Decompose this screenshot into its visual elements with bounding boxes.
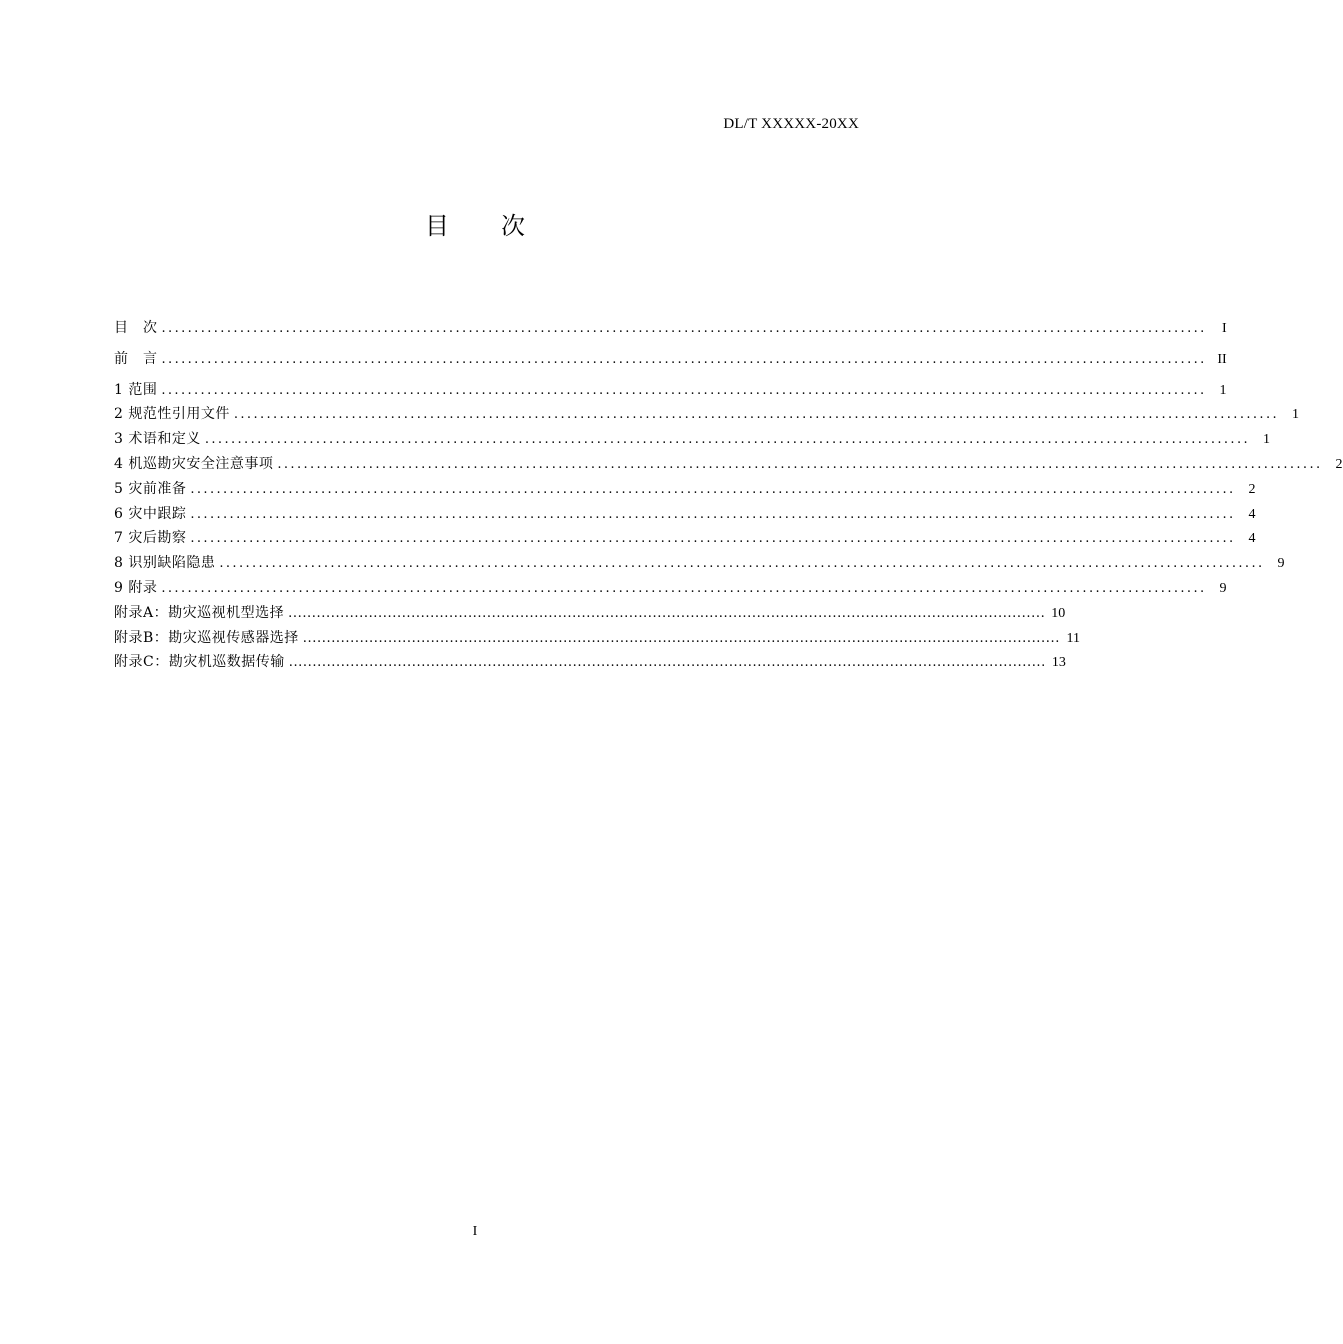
- toc-entry-label: 目 次: [114, 320, 158, 336]
- toc-entry-label: 7 灾后勘察: [114, 530, 187, 547]
- toc-entry-page: 9: [1277, 556, 1285, 572]
- toc-entry-label: 附录C：勘灾机巡数据传输: [114, 654, 285, 671]
- toc-entry-page: 1: [1292, 407, 1300, 423]
- toc-entry-page: 9: [1219, 580, 1227, 596]
- toc-entry-label: 附录B：勘灾巡视传感器选择: [114, 629, 299, 646]
- toc-leader-dots: ................................................................................................................................................................: [161, 351, 1207, 367]
- toc-entry-pre-disaster[interactable]: [114, 477, 1256, 502]
- table-of-contents: [114, 316, 1343, 675]
- page-title: 目次: [425, 212, 577, 240]
- toc-entry-appendix-c[interactable]: [114, 650, 1066, 675]
- toc-entry-appendix-a[interactable]: [114, 601, 1066, 626]
- toc-leader-dots: ................................................................................................................................................................: [161, 321, 1207, 336]
- toc-entry-contents[interactable]: [114, 316, 1227, 341]
- toc-entry-appendix[interactable]: [114, 576, 1227, 601]
- toc-entry-label: 前 言: [114, 350, 158, 367]
- toc-entry-scope[interactable]: [114, 378, 1227, 403]
- toc-leader-dots: ................................................................................................................................................................: [288, 655, 1046, 671]
- toc-entry-label: 9 附录: [114, 579, 158, 596]
- toc-leader-dots: ................................................................................................................................................................: [204, 432, 1251, 448]
- toc-entry-label: 5 灾前准备: [114, 480, 187, 497]
- document-code: DL/T XXXXX-20XX: [723, 116, 859, 132]
- toc-leader-dots: ................................................................................................................................................................: [190, 506, 1236, 522]
- toc-entry-terms[interactable]: [114, 427, 1271, 452]
- toc-entry-label: 1 范围: [114, 381, 158, 398]
- toc-leader-dots: ................................................................................................................................................................: [277, 456, 1323, 472]
- toc-leader-dots: ................................................................................................................................................................: [190, 481, 1236, 497]
- toc-leader-dots: ................................................................................................................................................................: [302, 630, 1060, 646]
- toc-entry-during-disaster[interactable]: [114, 502, 1256, 527]
- toc-entry-label: 6 灾中跟踪: [114, 505, 187, 522]
- toc-entry-page: 2: [1248, 481, 1256, 497]
- toc-leader-dots: ................................................................................................................................................................: [161, 382, 1207, 398]
- toc-entry-page: 2: [1335, 456, 1343, 472]
- toc-entry-page: II: [1217, 351, 1227, 367]
- toc-entry-page: 4: [1248, 506, 1256, 522]
- toc-entry-page: 1: [1263, 432, 1271, 448]
- toc-entry-appendix-b[interactable]: [114, 626, 1080, 651]
- toc-entry-page: 1: [1219, 382, 1227, 398]
- toc-entry-label: 3 术语和定义: [114, 431, 201, 448]
- toc-entry-label: 2 规范性引用文件: [114, 406, 230, 423]
- toc-entry-page: I: [1222, 321, 1227, 336]
- toc-entry-page: 13: [1051, 655, 1066, 671]
- page-number: I: [472, 1224, 478, 1239]
- toc-entry-page: 4: [1248, 531, 1256, 547]
- toc-leader-dots: ................................................................................................................................................................: [190, 531, 1236, 547]
- toc-entry-post-disaster[interactable]: [114, 526, 1256, 551]
- toc-entry-safety[interactable]: [114, 452, 1343, 477]
- toc-leader-dots: ................................................................................................................................................................: [288, 605, 1046, 621]
- toc-entry-label: 附录A：勘灾巡视机型选择: [114, 604, 285, 621]
- toc-entry-defects[interactable]: [114, 551, 1285, 576]
- toc-entry-page: 11: [1066, 630, 1080, 646]
- toc-leader-dots: ................................................................................................................................................................: [161, 580, 1207, 596]
- toc-entry-label: 8 识别缺陷隐患: [114, 555, 216, 572]
- toc-entry-label: 4 机巡勘灾安全注意事项: [114, 455, 274, 472]
- toc-leader-dots: ................................................................................................................................................................: [233, 407, 1280, 423]
- toc-leader-dots: ................................................................................................................................................................: [219, 556, 1265, 572]
- toc-entry-page: 10: [1051, 605, 1066, 621]
- toc-entry-normative-references[interactable]: [114, 402, 1300, 427]
- toc-entry-foreword[interactable]: [114, 347, 1227, 372]
